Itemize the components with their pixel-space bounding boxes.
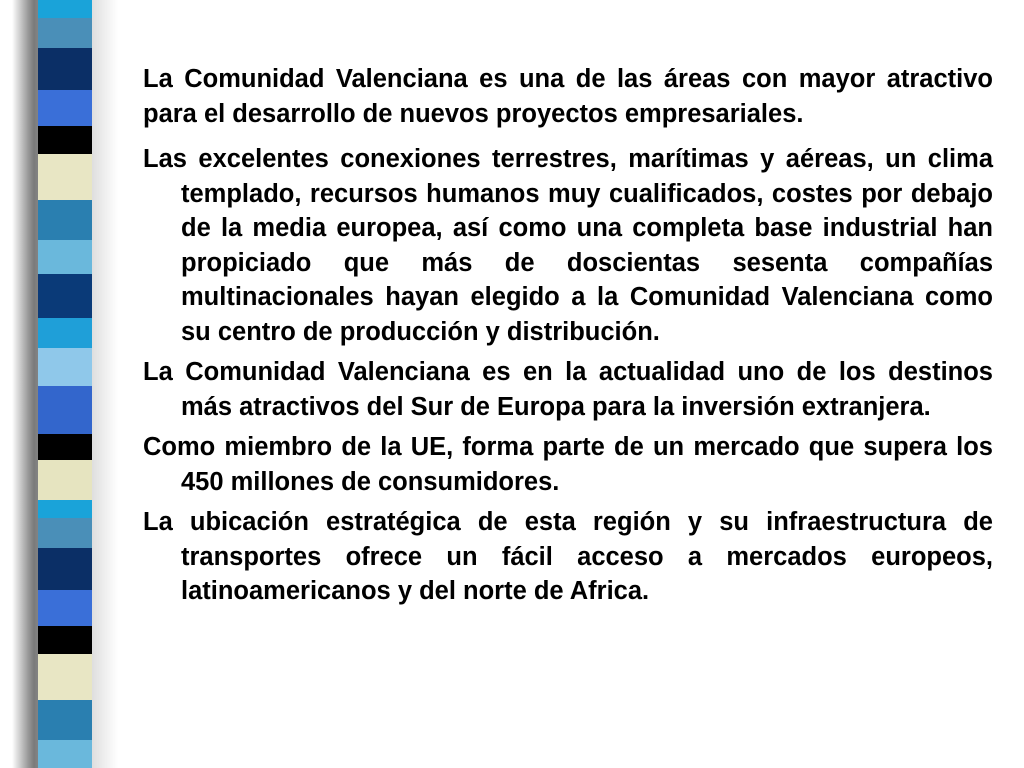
stripe-segment (38, 626, 92, 654)
slide-body (143, 62, 993, 615)
stripe-segment (38, 500, 92, 518)
stripe-segment (38, 700, 92, 740)
paragraph-investment: La Comunidad Valenciana es en la actualidad uno de los destinos más atractivos del Sur de Europa para la inversión extranjera. (143, 358, 993, 421)
stripe-segment (38, 460, 92, 500)
stripe-segment (38, 348, 92, 386)
stripe-segment (38, 434, 92, 460)
stripe-segment (38, 200, 92, 240)
decorative-stripe-bar (38, 0, 92, 768)
stripe-segment (38, 386, 92, 434)
stripe-segment (38, 48, 92, 90)
stripe-segment (38, 518, 92, 548)
stripe-segment (38, 126, 92, 154)
paragraph-intro: La Comunidad Valenciana es una de las áreas con mayor atractivo para el desarrollo de nuevos proyectos empresariales. (143, 65, 993, 128)
stripe-segment (38, 740, 92, 768)
stripe-segment (38, 0, 92, 18)
paragraph-location: La ubicación estratégica de esta región y su infraestructura de transportes ofrece un fácil acceso a mercados europeos, latinoamericanos y del norte de Africa. (143, 508, 993, 605)
stripe-segment (38, 548, 92, 590)
stripe-segment (38, 240, 92, 274)
stripe-segment (38, 654, 92, 700)
paragraph-eu-market: Como miembro de la UE, forma parte de un mercado que supera los 450 millones de consumidores. (143, 433, 993, 496)
stripe-segment (38, 590, 92, 626)
stripe-segment (38, 274, 92, 318)
stripe-segment (38, 90, 92, 126)
stripe-segment (38, 154, 92, 200)
stripe-segment (38, 318, 92, 348)
stripe-segment (38, 18, 92, 48)
paragraph-connections: Las excelentes conexiones terrestres, marítimas y aéreas, un clima templado, recursos humanos muy cualificados, costes por debajo de la media europea, así como una completa base industrial han propiciado que más de doscientas sesenta compañías multinacionales hayan elegido a la Comunidad Valenciana como su centro de producción y distribución. (143, 145, 993, 346)
